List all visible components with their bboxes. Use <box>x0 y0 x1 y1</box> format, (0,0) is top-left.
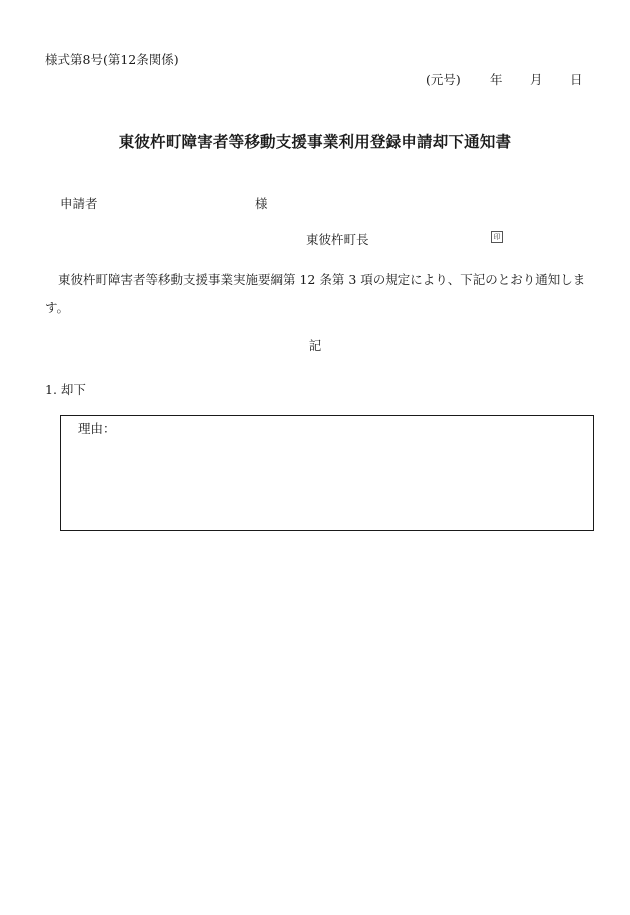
applicant-label: 申請者 <box>60 196 98 211</box>
form-number: 様式第8号(第12条関係) <box>45 52 179 67</box>
reason-label: 理由： <box>78 421 116 436</box>
date-month: 月 <box>530 72 543 87</box>
body-text: 東彼杵町障害者等移動支援事業実施要綱第 12 条第 3 項の規定により、下記のとおり通知します。 <box>45 272 586 315</box>
ki-heading: 記 <box>308 338 322 353</box>
date-era: (元号) <box>426 72 461 87</box>
reason-box <box>60 415 594 531</box>
date-day: 日 <box>570 72 583 87</box>
seal-mark: 印 <box>491 231 503 243</box>
document-title: 東彼杵町障害者等移動支援事業利用登録申請却下通知書 <box>118 132 512 151</box>
honorific: 様 <box>255 196 268 211</box>
item-rejection: 1. 却下 <box>45 382 86 397</box>
issuer-title: 東彼杵町長 <box>306 232 369 247</box>
date-year: 年 <box>490 72 503 87</box>
